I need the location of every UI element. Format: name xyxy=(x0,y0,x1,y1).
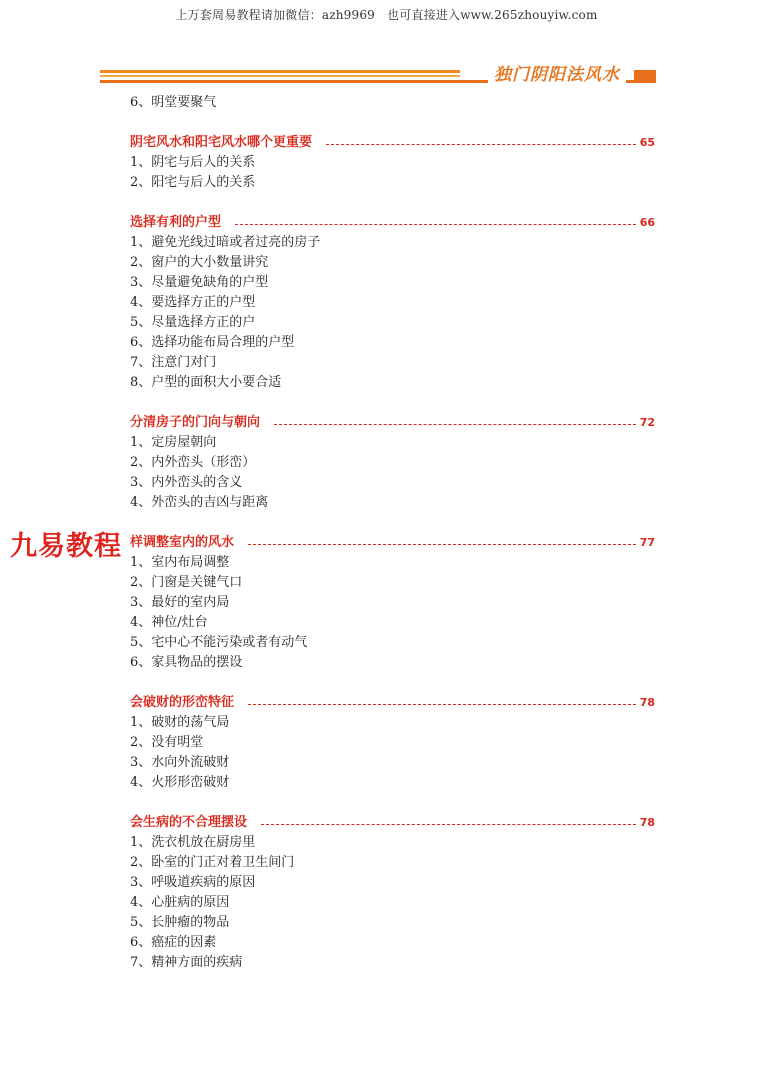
toc-item: 5、长肿瘤的物品 xyxy=(130,915,230,930)
section-title: 样调整室内的风水 xyxy=(130,535,235,550)
toc-item: 5、宅中心不能污染或者有动气 xyxy=(130,635,308,650)
toc-item: 5、尽量选择方正的户 xyxy=(130,315,256,330)
toc-item: 3、水向外流破财 xyxy=(130,755,230,770)
dotted-leader xyxy=(326,144,636,145)
table-of-contents xyxy=(130,93,655,973)
toc-item: 4、心脏病的原因 xyxy=(130,895,230,910)
section-heading[interactable] xyxy=(130,813,655,833)
section-page-number: 78 xyxy=(639,816,655,829)
section-heading[interactable] xyxy=(130,133,655,153)
header-stripe xyxy=(100,75,460,77)
toc-item: 4、外峦头的吉凶与距离 xyxy=(130,495,269,510)
toc-section xyxy=(130,693,655,793)
toc-item: 6、家具物品的摆设 xyxy=(130,655,243,670)
section-heading[interactable] xyxy=(130,533,655,553)
toc-item: 2、卧室的门正对着卫生间门 xyxy=(130,855,295,870)
section-title: 阴宅风水和阳宅风水哪个更重要 xyxy=(130,135,313,150)
toc-section xyxy=(130,413,655,513)
toc-item: 1、洗衣机放在厨房里 xyxy=(130,835,256,850)
toc-item: 2、门窗是关键气口 xyxy=(130,575,243,590)
top-note-website: 也可直接进入www.265zhouyiw.com xyxy=(387,8,598,22)
section-title: 会生病的不合理摆设 xyxy=(130,815,248,830)
toc-item: 6、明堂要聚气 xyxy=(130,95,217,110)
dotted-leader xyxy=(274,424,636,425)
header-title: 独门阴阳法风水 xyxy=(488,60,626,85)
toc-item: 6、选择功能布局合理的户型 xyxy=(130,335,295,350)
toc-section xyxy=(130,813,655,973)
toc-item: 1、阴宅与后人的关系 xyxy=(130,155,256,170)
toc-section xyxy=(130,533,655,673)
dotted-leader xyxy=(248,704,636,705)
header-endcap xyxy=(634,70,656,80)
section-heading[interactable] xyxy=(130,213,655,233)
toc-item: 1、定房屋朝向 xyxy=(130,435,217,450)
section-heading[interactable] xyxy=(130,693,655,713)
header-stripe xyxy=(100,70,460,73)
section-page-number: 72 xyxy=(639,416,655,429)
toc-item: 1、破财的荡气局 xyxy=(130,715,230,730)
toc-item: 4、神位/灶台 xyxy=(130,615,208,630)
toc-section xyxy=(130,213,655,393)
toc-item: 3、内外峦头的含义 xyxy=(130,475,243,490)
section-title: 会破财的形峦特征 xyxy=(130,695,235,710)
toc-section xyxy=(130,133,655,193)
section-title: 选择有利的户型 xyxy=(130,215,222,230)
dotted-leader xyxy=(261,824,636,825)
section-page-number: 66 xyxy=(639,216,655,229)
section-heading[interactable] xyxy=(130,413,655,433)
toc-item: 1、避免光线过暗或者过亮的房子 xyxy=(130,235,321,250)
dotted-leader xyxy=(248,544,636,545)
toc-item: 3、呼吸道疾病的原因 xyxy=(130,875,256,890)
toc-item: 8、户型的面积大小要合适 xyxy=(130,375,282,390)
watermark-logo: 九易教程 xyxy=(8,524,124,563)
header-band xyxy=(100,60,656,88)
section-title: 分清房子的门向与朝向 xyxy=(130,415,261,430)
toc-item: 3、尽量避免缺角的户型 xyxy=(130,275,269,290)
toc-item: 6、癌症的因素 xyxy=(130,935,217,950)
toc-item: 7、注意门对门 xyxy=(130,355,217,370)
toc-item: 2、没有明堂 xyxy=(130,735,204,750)
dotted-leader xyxy=(235,224,636,225)
top-note-wechat: 上万套周易教程请加微信：azh9969 xyxy=(175,8,375,22)
toc-item: 2、阳宅与后人的关系 xyxy=(130,175,256,190)
toc-item: 2、窗户的大小数量讲究 xyxy=(130,255,269,270)
toc-item: 3、最好的室内局 xyxy=(130,595,230,610)
section-page-number: 65 xyxy=(639,136,655,149)
toc-sections xyxy=(130,133,655,973)
toc-item: 4、火形形峦破财 xyxy=(130,775,230,790)
section-page-number: 78 xyxy=(639,696,655,709)
toc-item: 2、内外峦头（形峦） xyxy=(130,455,256,470)
section-page-number: 77 xyxy=(639,536,655,549)
toc-item: 4、要选择方正的户型 xyxy=(130,295,256,310)
top-note xyxy=(0,6,773,23)
toc-item: 1、室内布局调整 xyxy=(130,555,230,570)
toc-item: 7、精神方面的疾病 xyxy=(130,955,243,970)
